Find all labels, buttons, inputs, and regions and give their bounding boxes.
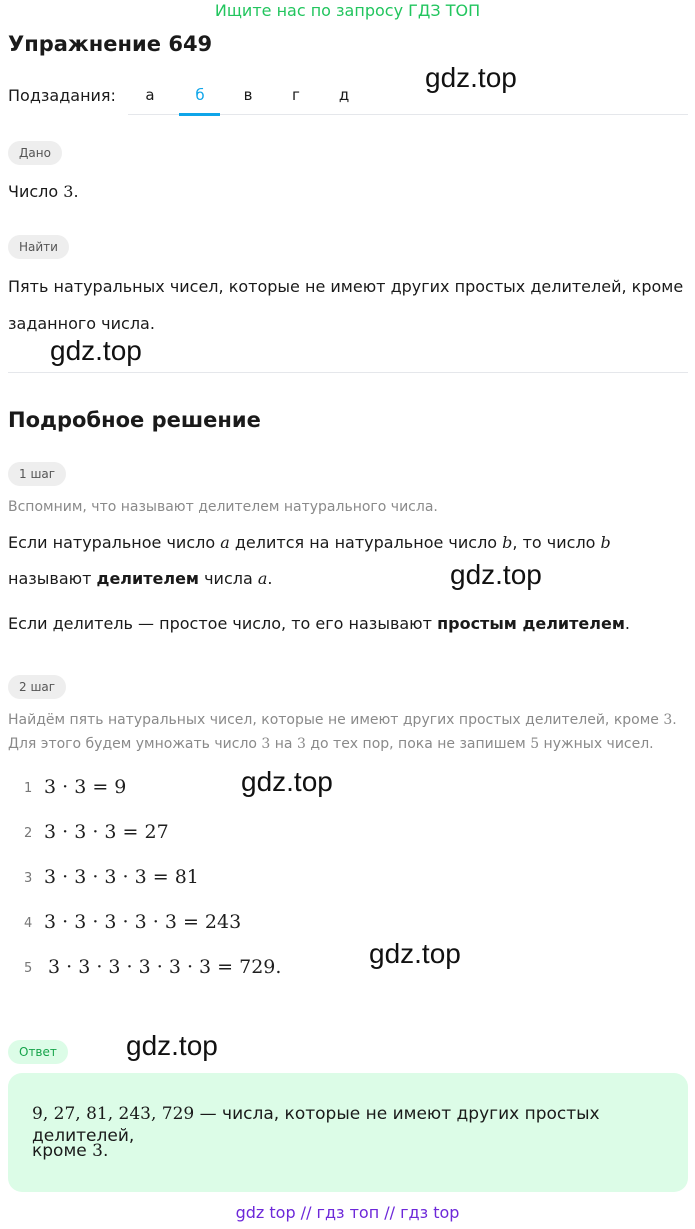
answer-line1: 9, 27, 81, 243, 729 — числа, которые не имеют других простых делителей, — [32, 1104, 600, 1146]
subtask-tab-g[interactable]: г — [292, 86, 300, 104]
answer-line2: кроме 3. — [32, 1141, 109, 1161]
search-banner[interactable]: Ищите нас по запросу ГДЗ ТОП — [214, 1, 481, 20]
solution-title: Подробное решение — [8, 408, 261, 432]
watermark: gdz.top — [369, 938, 461, 969]
equation: 3 · 3 · 3 · 3 = 81 — [44, 866, 199, 888]
list-number: 2 — [24, 826, 33, 841]
given-text: Число 3. — [8, 182, 79, 201]
watermark: gdz.top — [425, 62, 517, 93]
step1-definition-line1: Если натуральное число a делится на натуральное число b, то число b — [8, 533, 611, 552]
list-number: 5 — [24, 961, 33, 976]
equation: 3 · 3 = 9 — [44, 776, 127, 798]
watermark: gdz.top — [126, 1030, 218, 1061]
step1-definition-line2: называют делителем числа a. — [8, 569, 273, 588]
watermark: gdz.top — [241, 766, 333, 797]
watermark: gdz.top — [450, 559, 542, 590]
list-number: 3 — [24, 871, 33, 886]
list-number: 4 — [24, 916, 33, 931]
subtask-tab-v[interactable]: в — [243, 86, 253, 104]
step1-hint: Вспомним, что называют делителем натурального числа. — [8, 499, 438, 515]
step2-tag: 2 шаг — [8, 675, 66, 699]
subtask-tab-a[interactable]: а — [145, 86, 155, 104]
equation: 3 · 3 · 3 · 3 · 3 = 243 — [44, 911, 242, 933]
equation: 3 · 3 · 3 = 27 — [44, 821, 169, 843]
step2-hint-line2: Для этого будем умножать число 3 на 3 до тех пор, пока не запишем 5 нужных чисел. — [8, 736, 654, 752]
step2-hint-line1: Найдём пять натуральных чисел, которые не имеют других простых делителей, кроме 3. — [8, 712, 677, 728]
subtask-tab-d[interactable]: д — [338, 86, 350, 104]
find-text-line1: Пять натуральных чисел, которые не имеют других простых делителей, кроме — [8, 277, 684, 296]
active-tab-indicator — [179, 113, 220, 116]
watermark: gdz.top — [50, 335, 142, 366]
answer-tag: Ответ — [8, 1040, 68, 1064]
section-divider — [8, 372, 688, 373]
given-tag: Дано — [8, 141, 62, 165]
list-number: 1 — [24, 781, 33, 796]
subtask-tab-b[interactable]: б — [195, 86, 205, 104]
step1-tag: 1 шаг — [8, 462, 66, 486]
subtasks-label: Подзадания: — [8, 86, 116, 105]
find-text-line2: заданного числа. — [8, 314, 155, 333]
find-tag: Найти — [8, 235, 69, 259]
exercise-title: Упражнение 649 — [8, 32, 213, 56]
step1-prime-divisor: Если делитель — простое число, то его называют простым делителем. — [8, 614, 631, 633]
equation: 3 · 3 · 3 · 3 · 3 · 3 = 729. — [48, 956, 282, 978]
footer-links[interactable]: gdz top // гдз топ // гдз top — [235, 1203, 460, 1222]
